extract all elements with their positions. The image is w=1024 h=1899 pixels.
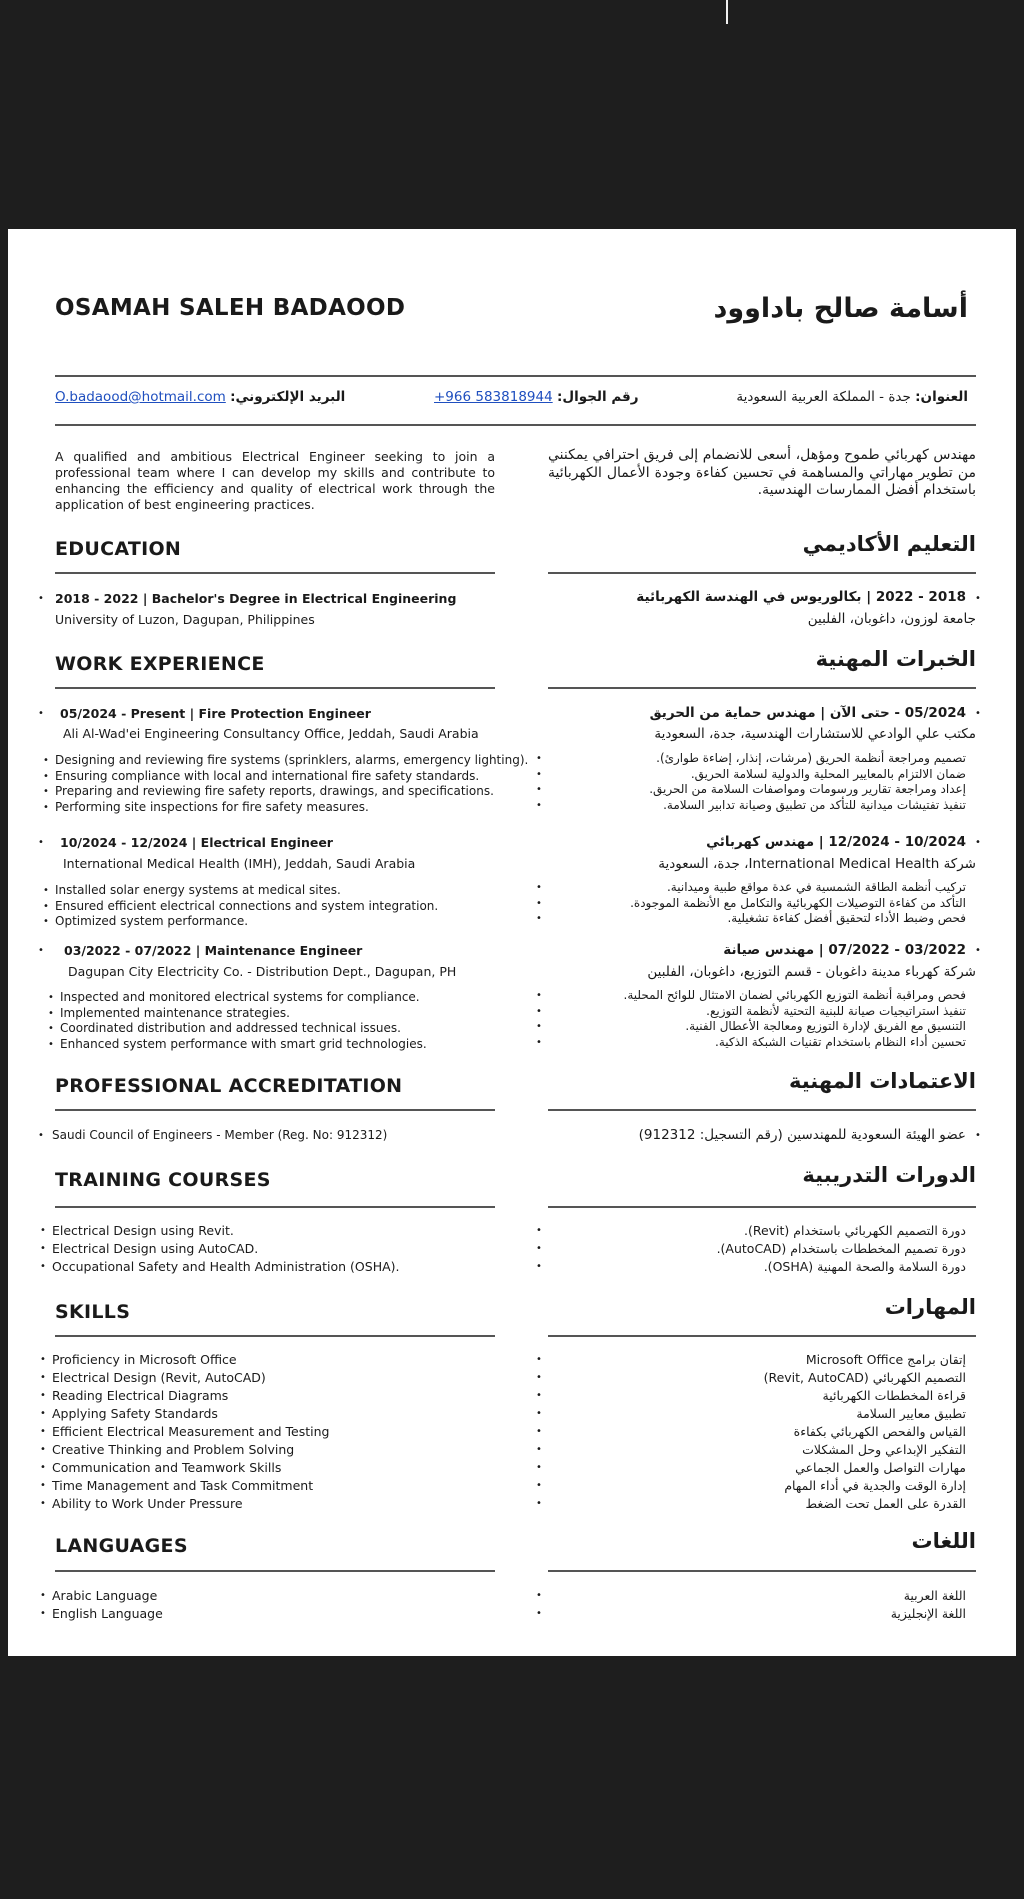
- list-item: • Electrical Design using Revit.: [52, 1222, 492, 1240]
- job-title-english: 10/2024 - 12/2024 | Electrical Engineer: [60, 835, 333, 850]
- divider: [548, 572, 976, 574]
- list-item: • إتقان برامج Microsoft Office: [548, 1351, 966, 1369]
- job-title-english: 05/2024 - Present | Fire Protection Engineer: [60, 706, 371, 721]
- list-item: • تحسين أداء النظام باستخدام تقنيات الشبكة الذكية.: [548, 1035, 966, 1051]
- job-duties-arabic: [548, 880, 966, 927]
- job-company-english: Dagupan City Electricity Co. - Distribution Dept., Dagupan, PH: [68, 964, 457, 979]
- divider: [548, 1109, 976, 1111]
- list-item: • اللغة العربية: [548, 1587, 966, 1605]
- training-heading: TRAINING COURSES: [55, 1169, 271, 1191]
- divider: [55, 1206, 495, 1208]
- contact-phone: [434, 389, 639, 405]
- list-item: • التفكير الإبداعي وحل المشكلات: [548, 1441, 966, 1459]
- job-duties-arabic: [548, 751, 966, 813]
- list-item: • قراءة المخططات الكهربائية: [548, 1387, 966, 1405]
- bullet: •: [38, 837, 44, 848]
- list-item: • دورة تصميم المخططات باستخدام (AutoCAD).: [548, 1240, 966, 1258]
- divider: [548, 687, 976, 689]
- list-item: • التأكد من كفاءة التوصيلات الكهربائية والتكامل مع الأنظمة الموجودة.: [548, 896, 966, 912]
- list-item: • Efficient Electrical Measurement and Testing: [52, 1423, 492, 1441]
- work-heading-ar: الخبرات المهنية: [815, 647, 976, 671]
- list-item: • Inspected and monitored electrical systems for compliance.: [60, 990, 500, 1006]
- list-item: • Installed solar energy systems at medical sites.: [55, 883, 495, 899]
- training-list-arabic: [548, 1222, 966, 1276]
- phone-link[interactable]: +966 583818944: [434, 389, 553, 405]
- training-heading-ar: الدورات التدريبية: [802, 1163, 976, 1187]
- list-item: • إعداد ومراجعة تقارير ورسومات ومواصفات السلامة من الحريق.: [548, 782, 966, 798]
- job-duties-english: [55, 883, 495, 930]
- bullet: •: [975, 593, 981, 604]
- list-item: • التصميم الكهربائي (Revit, AutoCAD): [548, 1369, 966, 1387]
- accreditation-arabic: عضو الهيئة السعودية للمهندسين (رقم التسجيل: 912312): [638, 1127, 966, 1143]
- accreditation-english: Saudi Council of Engineers - Member (Reg. No: 912312): [52, 1128, 388, 1142]
- skills-heading: SKILLS: [55, 1301, 131, 1323]
- list-item: • فحص وضبط الأداء لتحقيق أفضل كفاءة تشغيلية.: [548, 911, 966, 927]
- list-item: • القياس والفحص الكهربائي بكفاءة: [548, 1423, 966, 1441]
- name-english: OSAMAH SALEH BADAOOD: [55, 295, 406, 321]
- divider: [55, 572, 495, 574]
- list-item: • مهارات التواصل والعمل الجماعي: [548, 1459, 966, 1477]
- school-arabic: جامعة لوزون، داغوبان، الفلبين: [807, 611, 976, 627]
- contact-email: [55, 389, 345, 405]
- resume-page: [8, 229, 1016, 1656]
- languages-heading-ar: اللغات: [911, 1529, 976, 1553]
- divider: [548, 1206, 976, 1208]
- accreditation-heading-ar: الاعتمادات المهنية: [788, 1069, 976, 1093]
- list-item: • Enhanced system performance with smart grid technologies.: [60, 1037, 500, 1053]
- degree-arabic: 2018 - 2022 | بكالوريوس في الهندسة الكهربائية: [636, 589, 966, 605]
- list-item: • تنفيذ استراتيجيات صيانة للبنية التحتية لأنظمة التوزيع.: [548, 1004, 966, 1020]
- divider: [55, 1109, 495, 1111]
- list-item: • ضمان الالتزام بالمعايير المحلية والدولية لسلامة الحريق.: [548, 767, 966, 783]
- divider: [55, 375, 976, 377]
- job-duties-arabic: [548, 988, 966, 1050]
- skills-list-arabic: [548, 1351, 966, 1513]
- contact-address: [736, 389, 968, 405]
- languages-list-english: [52, 1587, 492, 1623]
- list-item: • Ensured efficient electrical connections and system integration.: [55, 899, 495, 915]
- job-company-english: International Medical Health (IMH), Jeddah, Saudi Arabia: [63, 856, 416, 871]
- job-company-english: Ali Al-Wad'ei Engineering Consultancy Office, Jeddah, Saudi Arabia: [63, 726, 479, 741]
- summary-english: A qualified and ambitious Electrical Engineer seeking to join a professional team where I can develop my skills and contribute to enhancing the efficiency and quality of electrical work through the application of best engineering practices.: [55, 449, 495, 512]
- bullet: •: [38, 593, 44, 604]
- list-item: • اللغة الإنجليزية: [548, 1605, 966, 1623]
- list-item: • Ensuring compliance with local and international fire safety standards.: [55, 769, 495, 785]
- job-title-arabic: 10/2024 - 12/2024 | مهندس كهربائي: [706, 834, 966, 850]
- list-item: • English Language: [52, 1605, 492, 1623]
- languages-list-arabic: [548, 1587, 966, 1623]
- job-title-arabic: 05/2024 - حتى الآن | مهندس حماية من الحريق: [649, 705, 966, 721]
- job-duties-english: [60, 990, 500, 1052]
- list-item: • دورة السلامة والصحة المهنية (OSHA).: [548, 1258, 966, 1276]
- list-item: • Ability to Work Under Pressure: [52, 1495, 492, 1513]
- divider: [55, 1570, 495, 1572]
- list-item: • فحص ومراقبة أنظمة التوزيع الكهربائي لضمان الامتثال للوائح المحلية.: [548, 988, 966, 1004]
- address-value: جدة - المملكة العربية السعودية: [736, 389, 911, 405]
- divider: [55, 424, 976, 426]
- email-link[interactable]: O.badaood@hotmail.com: [55, 389, 226, 405]
- name-arabic: أسامة صالح باداوود: [713, 293, 968, 324]
- education-heading-ar: التعليم الأكاديمي: [802, 532, 976, 556]
- divider: [548, 1570, 976, 1572]
- job-company-arabic: شركة International Medical Health، جدة، السعودية: [658, 856, 976, 872]
- list-item: • Arabic Language: [52, 1587, 492, 1605]
- training-list-english: [52, 1222, 492, 1276]
- job-company-arabic: مكتب علي الوادعي للاستشارات الهندسية، جدة، السعودية: [654, 726, 976, 742]
- job-title-arabic: 03/2022 - 07/2022 | مهندس صيانة: [723, 942, 966, 958]
- list-item: • Preparing and reviewing fire safety reports, drawings, and specifications.: [55, 784, 495, 800]
- accreditation-heading: PROFESSIONAL ACCREDITATION: [55, 1075, 403, 1097]
- bullet: •: [38, 708, 44, 719]
- bullet: •: [975, 945, 981, 956]
- divider: [55, 687, 495, 689]
- list-item: • Communication and Teamwork Skills: [52, 1459, 492, 1477]
- list-item: • تنفيذ تفتيشات ميدانية للتأكد من تطبيق وصيانة تدابير السلامة.: [548, 798, 966, 814]
- list-item: • Time Management and Task Commitment: [52, 1477, 492, 1495]
- email-label: البريد الإلكتروني:: [230, 389, 346, 405]
- job-title-english: 03/2022 - 07/2022 | Maintenance Engineer: [64, 943, 363, 958]
- divider: [548, 1335, 976, 1337]
- list-item: • Electrical Design using AutoCAD.: [52, 1240, 492, 1258]
- list-item: • Creative Thinking and Problem Solving: [52, 1441, 492, 1459]
- list-item: • Reading Electrical Diagrams: [52, 1387, 492, 1405]
- bullet: •: [975, 837, 981, 848]
- text-cursor: [726, 0, 728, 24]
- list-item: • دورة التصميم الكهربائي باستخدام (Revit).: [548, 1222, 966, 1240]
- bullet: •: [38, 945, 44, 956]
- divider: [55, 1335, 495, 1337]
- list-item: • القدرة على العمل تحت الضغط: [548, 1495, 966, 1513]
- skills-heading-ar: المهارات: [884, 1295, 976, 1319]
- list-item: • إدارة الوقت والجدية في أداء المهام: [548, 1477, 966, 1495]
- phone-label: رقم الجوال:: [556, 389, 639, 405]
- list-item: • Optimized system performance.: [55, 914, 495, 930]
- education-heading: EDUCATION: [55, 538, 182, 560]
- address-label: العنوان:: [915, 389, 968, 405]
- list-item: • Implemented maintenance strategies.: [60, 1006, 500, 1022]
- list-item: • التنسيق مع الفريق لإدارة التوزيع ومعالجة الأعطال الفنية.: [548, 1019, 966, 1035]
- list-item: • Occupational Safety and Health Administration (OSHA).: [52, 1258, 492, 1276]
- list-item: • تصميم ومراجعة أنظمة الحريق (مرشات، إنذار، إضاءة طوارئ).: [548, 751, 966, 767]
- skills-list-english: [52, 1351, 492, 1513]
- school-english: University of Luzon, Dagupan, Philippines: [55, 612, 315, 627]
- bullet: •: [975, 708, 981, 719]
- list-item: • Proficiency in Microsoft Office: [52, 1351, 492, 1369]
- languages-heading: LANGUAGES: [55, 1535, 188, 1557]
- summary-arabic: مهندس كهربائي طموح ومؤهل، أسعى للانضمام إلى فريق احترافي يمكنني من تطوير مهاراتي والمساهمة في تحسين كفاءة وجودة الأعمال الكهربائية باستخدام أفضل الممارسات الهندسية.: [548, 447, 976, 498]
- job-company-arabic: شركة كهرباء مدينة داغوبان - قسم التوزيع، داغوبان، الفلبين: [647, 964, 976, 980]
- degree-english: 2018 - 2022 | Bachelor's Degree in Electrical Engineering: [55, 591, 457, 606]
- job-duties-english: [55, 753, 529, 815]
- work-heading: WORK EXPERIENCE: [55, 653, 265, 675]
- list-item: • Electrical Design (Revit, AutoCAD): [52, 1369, 492, 1387]
- list-item: • تطبيق معايير السلامة: [548, 1405, 966, 1423]
- list-item: • Applying Safety Standards: [52, 1405, 492, 1423]
- list-item: • Designing and reviewing fire systems (sprinklers, alarms, emergency lighting).: [55, 753, 495, 769]
- list-item: • تركيب أنظمة الطاقة الشمسية في عدة مواقع طبية وميدانية.: [548, 880, 966, 896]
- list-item: • Coordinated distribution and addressed technical issues.: [60, 1021, 500, 1037]
- bullet: •: [38, 1130, 44, 1141]
- bullet: •: [975, 1130, 981, 1141]
- list-item: • Performing site inspections for fire safety measures.: [55, 800, 495, 816]
